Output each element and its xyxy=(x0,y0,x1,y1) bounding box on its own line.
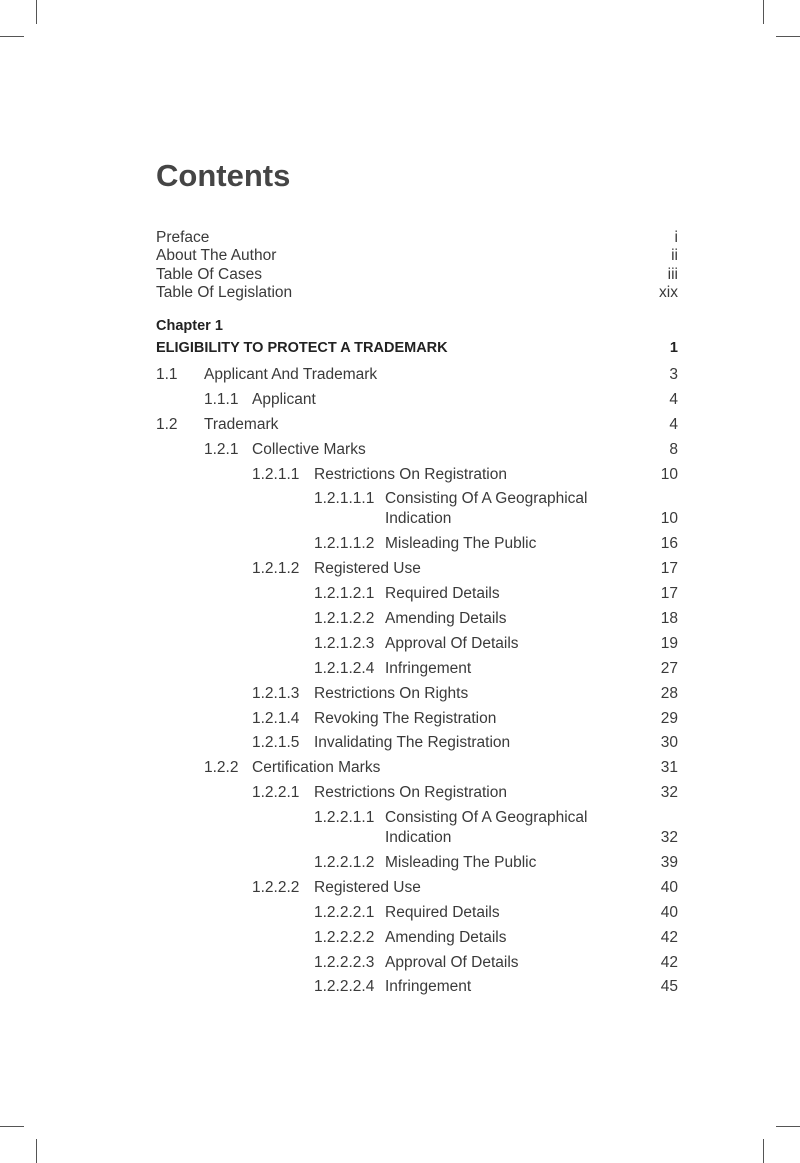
toc-entry-label: Applicant xyxy=(252,390,316,408)
toc-entry-label: Invalidating The Registration xyxy=(314,734,511,752)
toc-entry-number: 1.2.2.2 xyxy=(252,878,300,896)
toc-entry-label: Revoking The Registration xyxy=(314,709,497,727)
toc-entry-label: Restrictions On Registration xyxy=(314,465,507,483)
toc-entry[interactable] xyxy=(156,534,678,554)
toc-entry-number: 1.2.1.3 xyxy=(252,684,300,702)
toc-entry-label: Collective Marks xyxy=(252,440,366,458)
crop-mark xyxy=(776,1126,800,1127)
chapter-heading-text: ELIGIBILITY TO PROTECT A TRADEMARK xyxy=(156,340,448,356)
crop-mark xyxy=(36,0,37,24)
toc-entry-number: 1.2.1.2.3 xyxy=(314,634,375,652)
toc-entry-number: 1.2.2.2.1 xyxy=(314,903,375,921)
toc-entry[interactable] xyxy=(156,559,678,579)
chapter-heading[interactable] xyxy=(156,340,678,356)
toc-entry-label: Infringement xyxy=(385,659,472,677)
toc-entry[interactable] xyxy=(156,733,678,753)
toc-entry-label-continued: Indication xyxy=(385,829,452,847)
toc-entry[interactable] xyxy=(156,365,678,385)
toc-entry[interactable] xyxy=(156,977,678,997)
toc-entry-page: 4 xyxy=(669,415,678,433)
toc-entry-number: 1.2.1 xyxy=(204,440,239,458)
toc-entry-page: 31 xyxy=(660,759,678,777)
toc-entry-page: 4 xyxy=(669,390,678,408)
toc-entry-number: 1.2.2.2.4 xyxy=(314,978,375,996)
toc-entry-label: Consisting Of A Geographical xyxy=(385,490,588,508)
crop-mark xyxy=(0,1126,24,1127)
toc-entry[interactable] xyxy=(156,609,678,629)
toc-entry-number: 1.2 xyxy=(156,415,178,433)
toc-entry-number: 1.1.1 xyxy=(204,390,239,408)
toc-entry-page: 3 xyxy=(669,366,678,383)
toc-entry-page: 17 xyxy=(660,560,678,578)
toc-entry-number: 1.2.1.1.2 xyxy=(314,535,375,553)
toc-entry-page: 45 xyxy=(660,978,678,996)
front-matter-item[interactable]: Table Of Legislation xix xyxy=(156,284,678,302)
toc-entry-label: Required Details xyxy=(385,903,500,921)
toc-entry[interactable] xyxy=(156,440,678,460)
toc-entry-label: Restrictions On Rights xyxy=(314,684,469,702)
toc-entry-page: 10 xyxy=(660,510,678,528)
front-matter-item[interactable]: Preface i xyxy=(156,229,678,246)
toc-entry-label: Certification Marks xyxy=(252,759,381,777)
toc-entry-page: 42 xyxy=(660,928,678,946)
toc-entry-number: 1.2.2.1.2 xyxy=(314,854,375,872)
toc-entry-number: 1.2.1.2.1 xyxy=(314,585,375,603)
toc-entry-number: 1.2.1.1.1 xyxy=(314,490,375,508)
toc-entry-page: 17 xyxy=(660,585,678,603)
front-matter-list xyxy=(156,229,678,303)
toc-entry-number: 1.1 xyxy=(156,366,178,383)
toc-entry-page: 40 xyxy=(660,878,678,896)
toc-entry-label: Trademark xyxy=(204,415,279,433)
toc-entry[interactable] xyxy=(156,489,678,529)
toc-entry-label: Restrictions On Registration xyxy=(314,784,507,802)
toc-list xyxy=(156,365,678,1002)
toc-entry[interactable] xyxy=(156,783,678,803)
toc-entry[interactable] xyxy=(156,465,678,485)
crop-mark xyxy=(36,1139,37,1163)
toc-entry[interactable] xyxy=(156,808,678,848)
toc-entry-number: 1.2.2.2.3 xyxy=(314,953,375,971)
toc-entry[interactable] xyxy=(156,634,678,654)
toc-entry-label: Misleading The Public xyxy=(385,535,537,553)
crop-mark xyxy=(776,36,800,37)
crop-mark xyxy=(763,0,764,24)
toc-entry[interactable] xyxy=(156,758,678,778)
toc-entry[interactable] xyxy=(156,903,678,923)
toc-entry-page: 42 xyxy=(660,953,678,971)
toc-entry-page: 10 xyxy=(660,465,678,483)
toc-entry[interactable] xyxy=(156,684,678,704)
toc-entry-page: 27 xyxy=(660,659,678,677)
crop-mark xyxy=(763,1139,764,1163)
toc-entry-label: Registered Use xyxy=(314,560,421,578)
front-matter-item[interactable]: About The Author ii xyxy=(156,247,678,265)
toc-entry-page: 32 xyxy=(660,829,678,847)
toc-entry-number: 1.2.1.1 xyxy=(252,465,300,483)
toc-entry-page: 28 xyxy=(660,684,678,702)
toc-entry-page: 8 xyxy=(669,440,678,458)
toc-entry[interactable] xyxy=(156,878,678,898)
toc-entry-label: Applicant And Trademark xyxy=(204,366,378,383)
toc-entry-number: 1.2.2.1 xyxy=(252,784,300,802)
toc-entry-page: 18 xyxy=(660,610,678,628)
toc-entry-page: 40 xyxy=(660,903,678,921)
toc-entry-number: 1.2.2.2.2 xyxy=(314,928,375,946)
toc-entry-number: 1.2.1.2.4 xyxy=(314,659,375,677)
toc-entry-label: Approval Of Details xyxy=(385,953,519,971)
toc-entry-page: 32 xyxy=(660,784,678,802)
toc-entry-label: Amending Details xyxy=(385,610,507,628)
toc-entry-label-continued: Indication xyxy=(385,510,452,528)
toc-entry-label: Misleading The Public xyxy=(385,854,537,872)
chapter-label: Chapter 1 xyxy=(156,318,223,334)
page-title: Contents xyxy=(156,158,291,193)
toc-entry-number: 1.2.1.2.2 xyxy=(314,610,375,628)
toc-entry-page: 16 xyxy=(660,535,678,553)
toc-entry-label: Required Details xyxy=(385,585,500,603)
toc-entry-page: 29 xyxy=(660,709,678,727)
toc-entry-number: 1.2.1.2 xyxy=(252,560,300,578)
toc-entry[interactable] xyxy=(156,659,678,679)
toc-entry[interactable] xyxy=(156,928,678,948)
chapter-heading-page: 1 xyxy=(669,340,678,356)
toc-entry-number: 1.2.2 xyxy=(204,759,239,777)
toc-entry-label: Registered Use xyxy=(314,878,421,896)
toc-entry-number: 1.2.1.4 xyxy=(252,709,300,727)
toc-entry-page: 39 xyxy=(660,854,678,872)
toc-entry-number: 1.2.2.1.1 xyxy=(314,809,375,827)
front-matter-item[interactable]: Table Of Cases iii xyxy=(156,265,678,283)
toc-entry[interactable] xyxy=(156,415,678,435)
toc-entry-label: Consisting Of A Geographical xyxy=(385,809,588,827)
toc-entry-page: 30 xyxy=(660,734,678,752)
toc-entry[interactable] xyxy=(156,853,678,873)
toc-entry-label: Approval Of Details xyxy=(385,634,519,652)
crop-mark xyxy=(0,36,24,37)
toc-entry[interactable] xyxy=(156,390,678,410)
toc-entry[interactable] xyxy=(156,709,678,729)
toc-entry-label: Amending Details xyxy=(385,928,507,946)
toc-entry-number: 1.2.1.5 xyxy=(252,734,300,752)
toc-entry-page: 19 xyxy=(660,634,678,652)
toc-entry[interactable] xyxy=(156,953,678,973)
toc-entry-label: Infringement xyxy=(385,978,472,996)
toc-entry[interactable] xyxy=(156,584,678,604)
